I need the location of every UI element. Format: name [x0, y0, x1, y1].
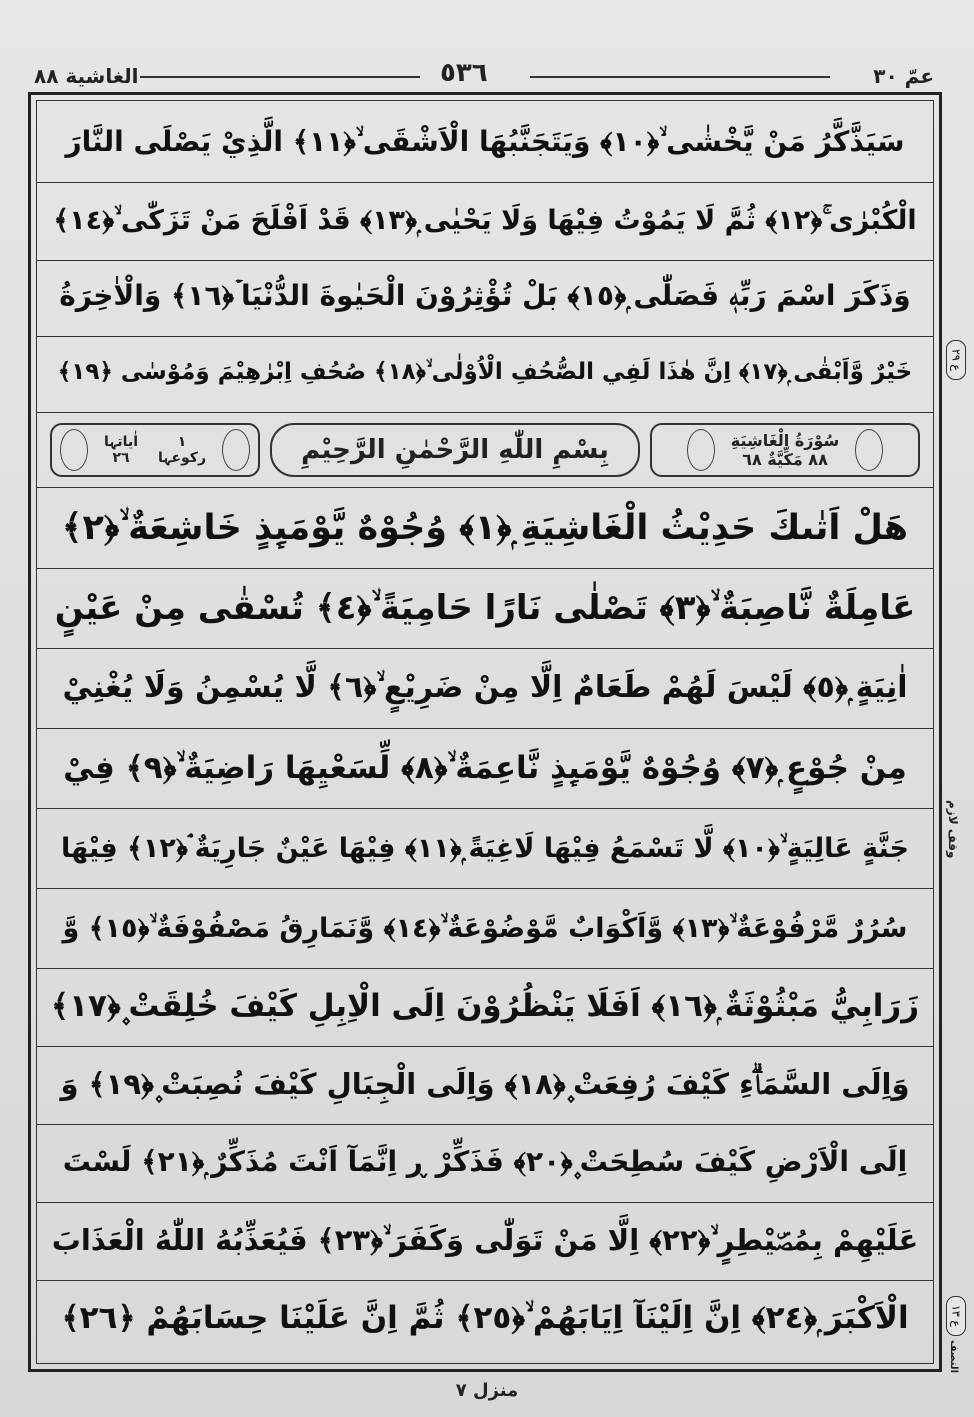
text-line-8: مِنْ جُوْعٍ ۭ﴿٧﴾ وُجُوْهٌ يَّوْمَىِٕذٍ نَّاعِمَةٌ ۙ﴿٨﴾ لِّسَعْيِهَا رَاضِيَةٌ ۙ﴿٩﴾ فِيْ: [36, 728, 934, 809]
text-line-9: جَنَّةٍ عَالِيَةٍ ۙ﴿١٠﴾ لَّا تَسْمَعُ فِيْهَا لَاغِيَةً ۭ﴿١١﴾ فِيْهَا عَيْنٌ جَارِيَةٌ ۘ﴿١٢﴾ فِيْهَا: [36, 808, 934, 889]
banner-info-left: [50, 423, 260, 477]
text-line-7: اٰنِيَةٍ ۭ﴿٥﴾ لَيْسَ لَهُمْ طَعَامٌ اِلَّا مِنْ ضَرِيْعٍ ۙ﴿٦﴾ لَّا يُسْمِنُ وَلَا يُغْنِيْ: [36, 648, 934, 729]
text-line-15: الْاَكْبَرَ ۭ﴿٢٤﴾ اِنَّ اِلَيْنَآ اِيَابَهُمْ ۙ﴿٢٥﴾ ثُمَّ اِنَّ عَلَيْنَا حِسَابَهُمْ ﴿٢٦﴾: [61, 1299, 909, 1336]
nisf-note: النصف: [948, 1340, 959, 1374]
surah-title: سُوْرَةُ الْغَاشِيَةِ: [730, 431, 840, 450]
ruku-label: رکوعہا: [158, 450, 207, 466]
header-rule-right: [530, 76, 830, 78]
text-line-2: الْكُبْرٰى ۚ﴿١٢﴾ ثُمَّ لَا يَمُوْتُ فِيْهَا وَلَا يَحْيٰى ۭ﴿١٣﴾ قَدْ اَفْلَحَ مَنْ تَزَكّٰى ۙ﴿١٤﴾: [36, 180, 934, 261]
ruku-marker-top: ع ٢٩: [946, 340, 966, 380]
ornament-icon: [855, 429, 883, 471]
text-line-13: اِلَى الْاَرْضِ كَيْفَ سُطِحَتْ ۪﴿٢٠﴾ فَذَكِّرْ ڕ اِنَّمَآ اَنْتَ مُذَكِّرٌ ۭ﴿٢١﴾ لَسْتَ: [36, 1122, 934, 1203]
ruku-marker-bottom: ع ١٣: [946, 1296, 966, 1336]
page-header: [30, 58, 938, 94]
surah-meta: ٨٨ مَكِّيَّةٌ ٦٨: [742, 450, 828, 469]
text-line-1: سَيَذَّكَّرُ مَنْ يَّخْشٰى ۙ﴿١٠﴾ وَيَتَجَنَّبُهَا الْاَشْقَى ۙ﴿١١﴾ الَّذِيْ يَصْلَى النَّارَ: [36, 102, 934, 183]
ayat-count: ٢٦: [112, 450, 130, 466]
page-number: ٥٣٦: [440, 58, 488, 88]
bismillah-text: بِسْمِ اللّٰهِ الرَّحْمٰنِ الرَّحِيْمِ: [301, 435, 609, 465]
text-line-3: وَذَكَرَ اسْمَ رَبِّهٖ فَصَلّٰى ۭ﴿١٥﴾ بَلْ تُؤْثِرُوْنَ الْحَيٰوةَ الدُّنْيَا ۡ﴿١٦﴾ وَالْاٰخِرَةُ: [36, 256, 934, 337]
text-line-6: عَامِلَةٌ نَّاصِبَةٌ ۙ﴿٣﴾ تَصْلٰى نَارًا حَامِيَةً ۙ﴿٤﴾ تُسْقٰى مِنْ عَيْنٍ: [36, 568, 934, 649]
ornament-icon: [687, 429, 715, 471]
text-line-11: زَرَابِيُّ مَبْثُوْثَةٌ ۭ﴿١٦﴾ اَفَلَا يَنْظُرُوْنَ اِلَى الْاِبِلِ كَيْفَ خُلِقَتْ ۪﴿١٧﴾: [36, 966, 934, 1047]
ayat-label: اٰیاتہا: [103, 434, 138, 450]
ornament-icon: [222, 429, 250, 471]
ornament-icon: [60, 429, 88, 471]
bismillah-panel: [270, 423, 640, 477]
waqf-note: وقف لازم: [946, 800, 960, 859]
surah-banner: [36, 412, 934, 488]
header-rule-left: [140, 76, 420, 78]
manzil-footer: منزل ٧: [455, 1380, 519, 1401]
header-surah-name: الغاشية ٨٨: [34, 64, 139, 88]
text-line-12: وَاِلَى السَّمَاۗءِ كَيْفَ رُفِعَتْ ۪﴿١٨﴾ وَاِلَى الْجِبَالِ كَيْفَ نُصِبَتْ ۪﴿١٩﴾ وَ: [36, 1044, 934, 1125]
text-line-5: هَلْ اَتٰىكَ حَدِيْثُ الْغَاشِيَةِ ۭ﴿١﴾ وُجُوْهٌ يَّوْمَىِٕذٍ خَاشِعَةٌ ۙ﴿٢﴾: [36, 488, 934, 569]
ruku-count: ١: [177, 434, 187, 450]
banner-info-right: [650, 423, 920, 477]
text-line-10: سُرُرٌ مَّرْفُوْعَةٌ ۙ﴿١٣﴾ وَّاَكْوَابٌ مَّوْضُوْعَةٌ ۙ﴿١٤﴾ وَّنَمَارِقُ مَصْفُوْفَةٌ ۙ﴿١٥﴾ وَّ: [36, 888, 934, 969]
text-line-4: خَيْرٌ وَّاَبْقٰى ۭ﴿١٧﴾ اِنَّ هٰذَا لَفِي الصُّحُفِ الْاُوْلٰى ۙ﴿١٨﴾ صُحُفِ اِبْرٰهِيْمَ وَمُوْسٰى ﴿١٩﴾: [36, 332, 934, 413]
header-juz-name: عمّ ٣٠: [873, 64, 934, 88]
text-line-14: عَلَيْهِمْ بِمُصَۜيْطِرٍ ۙ﴿٢٢﴾ اِلَّا مَنْ تَوَلّٰى وَكَفَرَ ۙ﴿٢٣﴾ فَيُعَذِّبُهُ اللّٰهُ الْعَذَابَ: [36, 1200, 934, 1281]
